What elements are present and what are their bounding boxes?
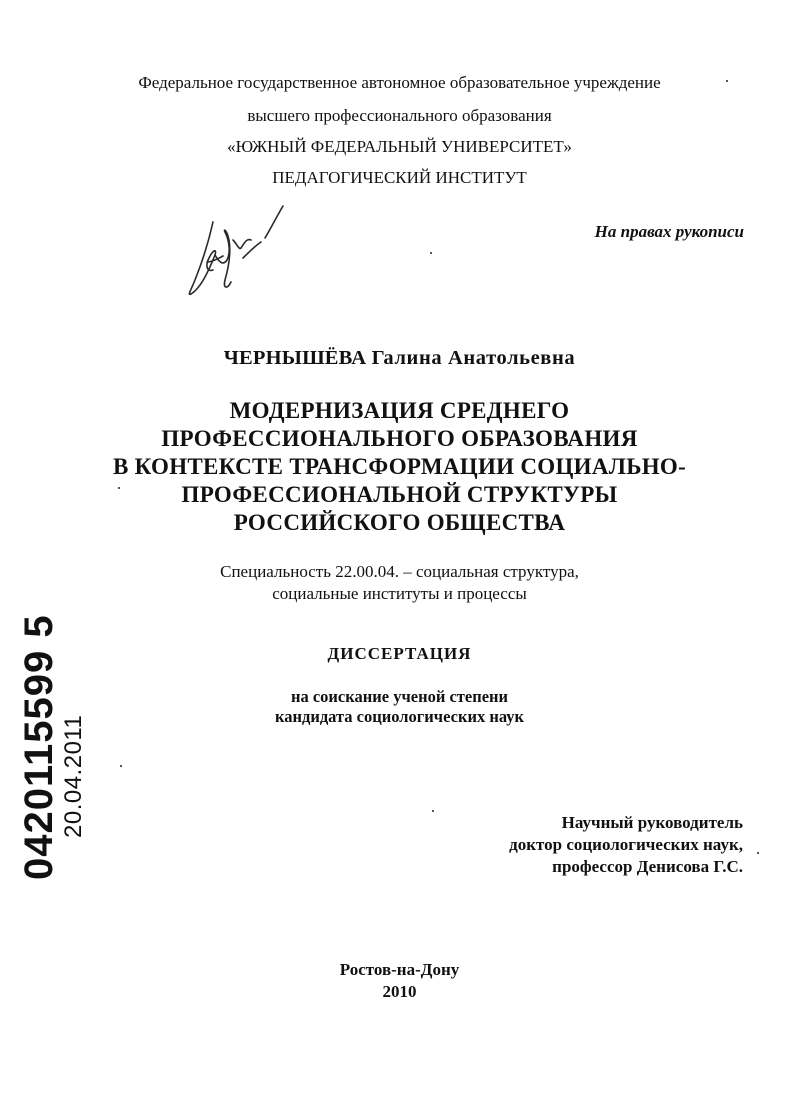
place-and-year <box>0 959 799 1003</box>
library-stamp-date: 20.04.2011 <box>60 714 87 838</box>
advisor-line: доктор социологических наук, <box>509 835 743 854</box>
year: 2010 <box>382 982 417 1001</box>
place: Ростов-на-Дону <box>339 960 460 979</box>
degree-line: кандидата социологических наук <box>274 707 525 726</box>
scan-speck <box>118 487 120 489</box>
author-surname: ЧЕРНЫШЁВА <box>223 347 367 369</box>
institute-name: ПЕДАГОГИЧЕСКИЙ ИНСТИТУТ <box>272 168 527 187</box>
specialty-line: социальные институты и процессы <box>272 584 527 603</box>
manuscript-note: На правах рукописи <box>594 222 744 241</box>
title-line: В КОНТЕКСТЕ ТРАНСФОРМАЦИИ СОЦИАЛЬНО- <box>112 454 687 479</box>
institution-name: Федеральное государственное автономное образовательное учреждение <box>138 73 661 92</box>
title-line: МОДЕРНИЗАЦИЯ СРЕДНЕГО <box>229 398 570 423</box>
signature-icon <box>183 200 293 305</box>
scan-speck <box>432 810 434 812</box>
author-name <box>0 347 799 370</box>
author-given-names: Галина Анатольевна <box>371 347 576 369</box>
education-level: высшего профессионального образования <box>247 106 552 125</box>
university-name: «ЮЖНЫЙ ФЕДЕРАЛЬНЫЙ УНИВЕРСИТЕТ» <box>227 137 572 156</box>
scan-speck <box>757 852 759 854</box>
title-line: ПРОФЕССИОНАЛЬНОГО ОБРАЗОВАНИЯ <box>161 426 638 451</box>
document-type: ДИССЕРТАЦИЯ <box>327 644 472 663</box>
scan-speck <box>120 765 122 767</box>
scan-speck <box>430 252 432 254</box>
advisor-line: профессор Денисова Г.С. <box>552 857 743 876</box>
library-stamp-number: 0420115599 5 <box>17 614 61 880</box>
advisor-line: Научный руководитель <box>561 813 743 832</box>
specialty-line: Специальность 22.00.04. – социальная структура, <box>220 562 579 581</box>
dissertation-title <box>0 397 799 537</box>
scan-speck <box>726 80 728 82</box>
specialty <box>0 561 799 605</box>
degree <box>0 687 799 727</box>
title-line: РОССИЙСКОГО ОБЩЕСТВА <box>233 510 566 535</box>
scientific-advisor <box>400 812 743 878</box>
degree-line: на соискание ученой степени <box>290 687 509 706</box>
title-line: ПРОФЕССИОНАЛЬНОЙ СТРУКТУРЫ <box>181 482 618 507</box>
